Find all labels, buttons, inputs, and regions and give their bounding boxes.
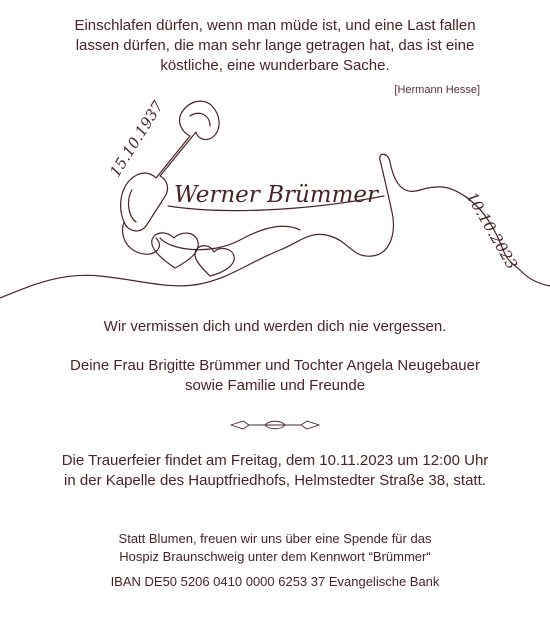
ornament-divider: [229, 419, 321, 431]
quote-line: Einschlafen dürfen, wenn man müde ist, und eine Last fallen: [74, 17, 476, 34]
donation-line: Hospiz Braunschweig unter dem Kennwort “Brümmer“: [119, 549, 431, 564]
heart-icon: [152, 233, 199, 268]
birth-date: 15.10.1937: [106, 97, 167, 181]
memorial-message: Wir vermissen dich und werden dich nie vergessen.: [103, 318, 447, 335]
family-line: Deine Frau Brigitte Brümmer und Tochter Angela Neugebauer: [70, 357, 480, 374]
telephone-handset-icon: [121, 101, 219, 231]
funeral-details: [0, 451, 550, 491]
quote-line: lassen dürfen, die man sehr lange getragen hat, das ist eine: [75, 37, 475, 54]
service-line: in der Kapelle des Hauptfriedhofs, Helmstedter Straße 38, statt.: [64, 472, 486, 489]
deceased-name: Werner Brümmer: [174, 182, 379, 208]
quote-line: köstliche, eine wunderbare Sache.: [160, 57, 390, 74]
family-line: sowie Familie und Freunde: [184, 377, 366, 394]
quote: [0, 16, 550, 76]
death-date: 10.10.2023: [462, 189, 522, 273]
quote-source: [Hermann Hesse]: [394, 84, 480, 96]
donation-line: Statt Blumen, freuen wir uns über eine Spende für das: [118, 531, 432, 546]
service-line: Die Trauerfeier findet am Freitag, dem 10.11.2023 um 12:00 Uhr: [61, 452, 489, 469]
family-signature: [0, 356, 550, 396]
telephone-line-art: [0, 90, 550, 310]
bank-details: IBAN DE50 5206 0410 0000 6253 37 Evangelische Bank: [110, 574, 440, 589]
donation-note: [0, 530, 550, 566]
